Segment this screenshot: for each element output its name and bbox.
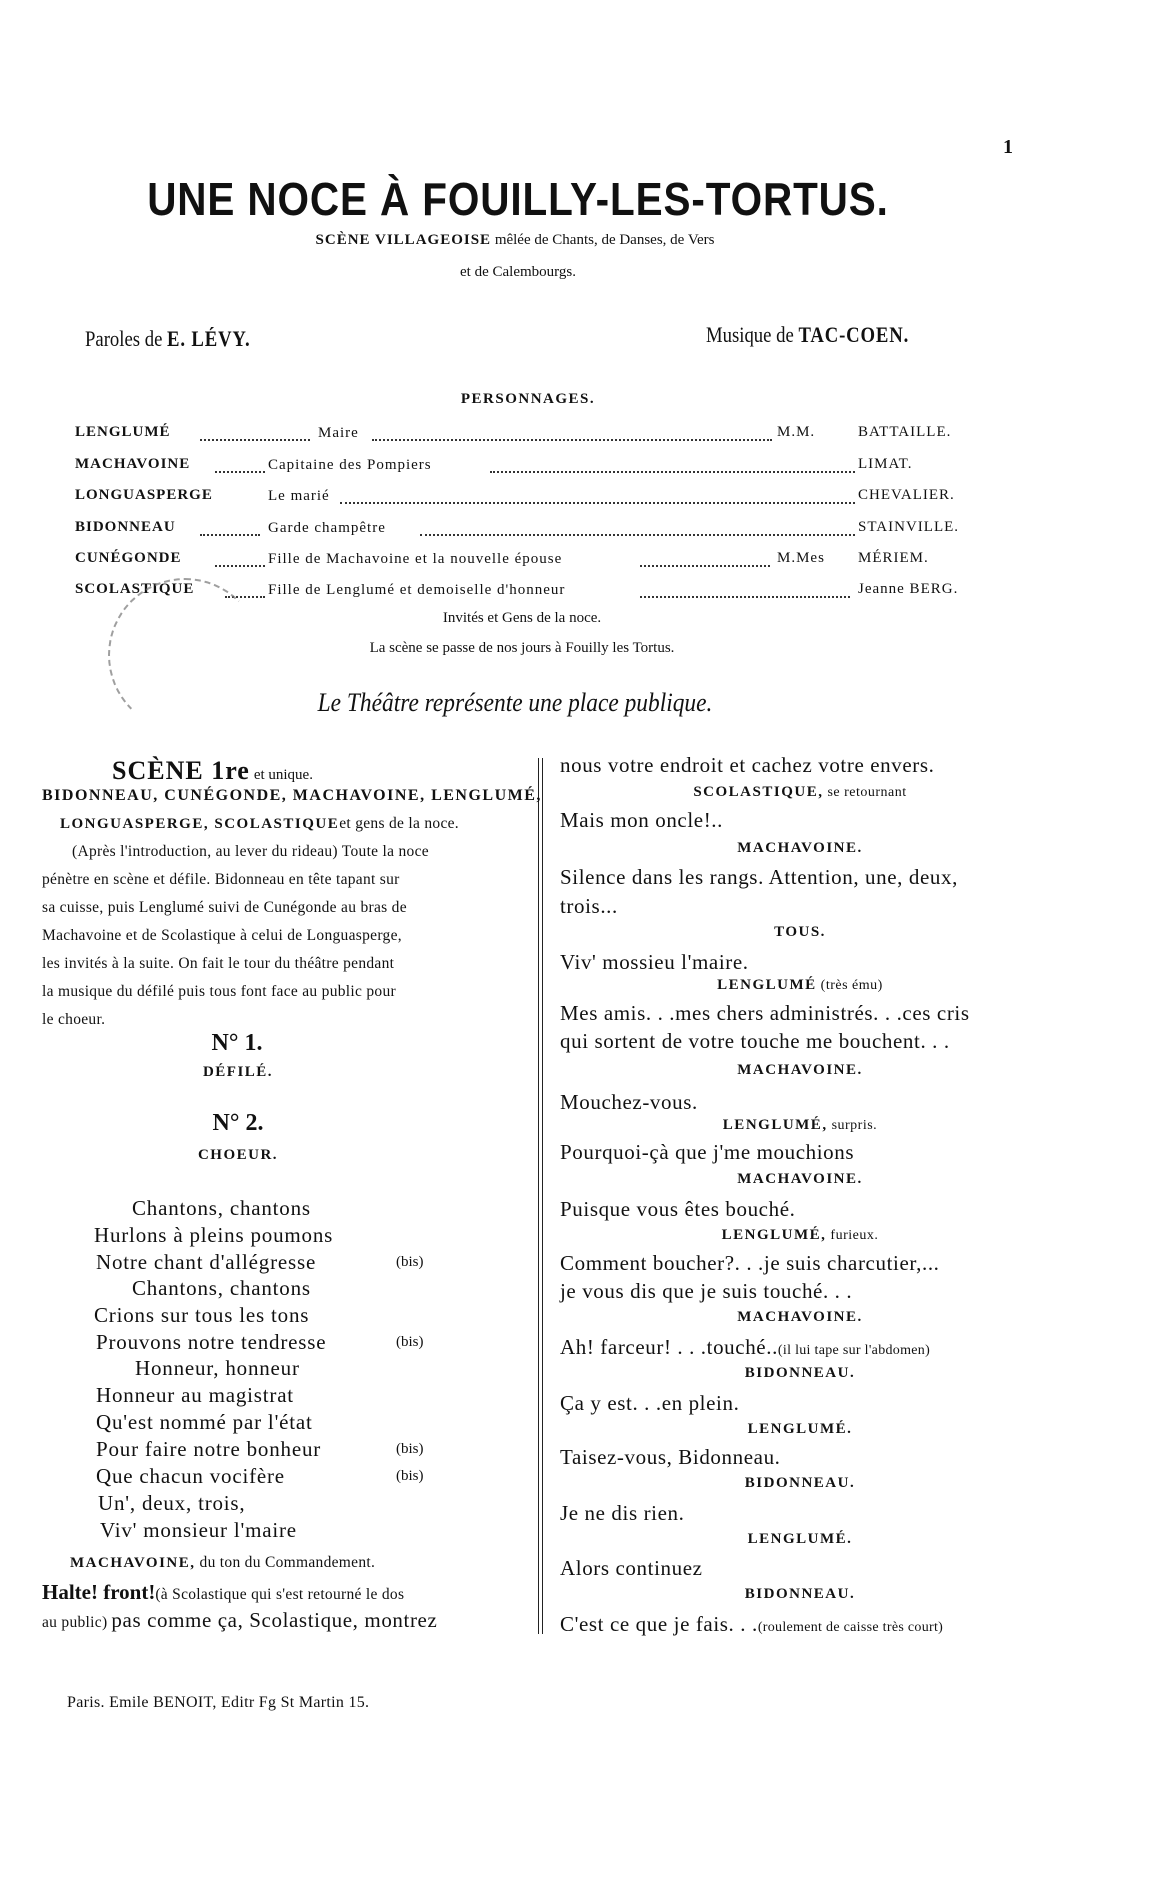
dialogue-text: Halte! front! (42, 1580, 156, 1604)
speaker-cue (723, 1116, 877, 1134)
number-2: N° 2. (212, 1110, 264, 1136)
dialogue-text: Je ne dis rien. (560, 1501, 685, 1525)
character-role: Maire (318, 425, 359, 441)
actor-prefix: M.M. (777, 424, 816, 440)
speaker-name: BIDONNEAU. (744, 1586, 856, 1602)
dialogue-text: Comment boucher?. . .je suis charcutier,... (560, 1251, 940, 1275)
speaker-name: LENGLUMÉ, (722, 1117, 828, 1133)
speaker-cue (70, 1554, 375, 1572)
dialogue-text: Viv' mossieu l'maire. (560, 950, 749, 974)
dialogue-line (560, 950, 749, 975)
number-1-title: DÉFILÉ. (202, 1064, 274, 1080)
dialogue-text: Pourquoi-çà que j'me mouchions (560, 1140, 855, 1164)
dialogue-text: trois... (560, 894, 618, 918)
lyric-line: Honneur, honneur (135, 1356, 300, 1380)
actor-name: CHEVALIER. (858, 487, 955, 503)
speaker-cue (748, 1530, 853, 1548)
lyric-line: Hurlons à pleins poumons (94, 1223, 334, 1247)
cast-heading: PERSONNAGES. (460, 391, 596, 407)
dialogue-line (560, 1445, 781, 1470)
dialogue-text: C'est ce que je fais. . . (560, 1612, 758, 1636)
dialogue-line (560, 865, 958, 890)
speaker-name: MACHAVOINE. (737, 1062, 863, 1078)
dialogue-text: Mouchez-vous. (560, 1090, 698, 1114)
dialogue-text: Puisque vous êtes bouché. (560, 1197, 796, 1221)
speaker-name: TOUS. (774, 924, 826, 940)
speaker-note: (très ému) (820, 978, 883, 993)
dialogue-text: Ah! farceur! . . .touché.. (560, 1335, 778, 1359)
dialogue-line (560, 1335, 930, 1360)
lyric-line: Crions sur tous les tons (94, 1303, 310, 1327)
character-name: BIDONNEAU (75, 519, 176, 535)
speaker-name: MACHAVOINE. (737, 840, 863, 856)
library-stamp (108, 578, 262, 732)
speaker-cue (737, 1061, 863, 1079)
character-role: Garde champêtre (268, 520, 386, 536)
dialogue-text: qui sortent de votre touche me bouchent. . . (560, 1029, 950, 1053)
actor-name: STAINVILLE. (858, 519, 960, 535)
composer-credit (706, 322, 909, 348)
cast-row (75, 456, 190, 473)
scene-characters-rest: et gens de la noce. (339, 815, 459, 832)
dialogue-line (42, 1580, 404, 1605)
character-name: LONGUASPERGE (75, 487, 213, 503)
subtitle-genre: SCÈNE VILLAGEOISE (315, 232, 492, 248)
setting-note: La scène se passe de nos jours à Fouilly les Tortus. (369, 640, 675, 656)
character-role: Fille de Lenglumé et demoiselle d'honneur (268, 582, 566, 598)
speaker-cue (737, 1170, 863, 1188)
character-name: LENGLUMÉ (75, 424, 171, 440)
actor-prefix: M.Mes (777, 550, 825, 566)
scene-characters: BIDONNEAU, CUNÉGONDE, MACHAVOINE, LENGLUMÉ, (42, 787, 542, 804)
dialogue-line (560, 894, 618, 919)
subtitle (316, 232, 715, 249)
lyric-line: Chantons, chantons (132, 1196, 311, 1220)
dialogue-text: Silence dans les rangs. Attention, une, deux, (560, 865, 958, 889)
speaker-name: BIDONNEAU. (744, 1475, 856, 1491)
speaker-name: MACHAVOINE. (737, 1171, 863, 1187)
lyric-line: Honneur au magistrat (96, 1383, 294, 1407)
stage-direction-line: Machavoine et de Scolastique à celui de Longuasperge, (42, 927, 402, 944)
character-role: Le marié (268, 488, 330, 504)
character-name: MACHAVOINE (75, 456, 191, 472)
character-role: Capitaine des Pompiers (268, 457, 432, 473)
lyricist-name: E. LÉVY. (167, 326, 251, 351)
bis-marker: (bis) (396, 1254, 424, 1270)
lyric-line: Que chacun vocifère (96, 1464, 285, 1488)
speaker-cue (748, 1420, 853, 1438)
page-title: UNE NOCE À FOUILLY-LES-TORTUS. (147, 173, 889, 225)
composer-name: TAC-COEN. (798, 322, 910, 347)
stage-direction-line: la musique du défilé puis tous font face au public pour (42, 983, 396, 1000)
lyric-line: Notre chant d'allégresse (96, 1250, 317, 1274)
speaker-cue (745, 1585, 855, 1603)
page-number: 1 (1003, 136, 1013, 158)
character-name: SCOLASTIQUE (75, 581, 195, 597)
stage-direction-line: sa cuisse, puis Lenglumé suivi de Cunégonde au bras de (42, 899, 407, 916)
scene-characters-names: LONGUASPERGE, SCOLASTIQUE (60, 816, 340, 832)
subtitle-description: mêlée de Chants, de Danses, de Vers (494, 232, 715, 248)
speaker-note: surpris. (831, 1118, 878, 1133)
speaker-note: se retournant (827, 785, 907, 800)
number-1: N° 1. (211, 1030, 263, 1056)
publisher-imprint: Paris. Emile BENOIT, Editr Fg St Martin 15. (67, 1694, 370, 1711)
dialogue-line (560, 1501, 684, 1526)
speaker-note: furieux. (830, 1228, 879, 1243)
speaker-name: LENGLUMÉ (717, 977, 817, 993)
lyric-line: Qu'est nommé par l'état (96, 1410, 313, 1434)
dialogue-line (560, 808, 723, 833)
speaker-cue (745, 1474, 855, 1492)
number-2-title: CHOEUR. (197, 1147, 279, 1163)
stage-direction: au public) (42, 1614, 108, 1631)
subtitle-line2: et de Calembourgs. (460, 264, 576, 280)
cast-extras: Invités et Gens de la noce. (442, 610, 602, 626)
stage-direction: (il lui tape sur l'abdomen) (777, 1343, 931, 1358)
dialogue-line (560, 1140, 854, 1165)
dialogue-line (560, 1001, 970, 1026)
scene-number: SCÈNE 1re (112, 756, 250, 785)
scene-description: Le Théâtre représente une place publique. (317, 688, 713, 717)
lyric-line: Chantons, chantons (132, 1276, 311, 1300)
speaker-cue (745, 1364, 855, 1382)
dialogue-line (560, 1197, 795, 1222)
speaker-name: MACHAVOINE, (70, 1555, 196, 1571)
speaker-name: LENGLUMÉ. (747, 1421, 853, 1437)
speaker-cue (774, 923, 826, 941)
speaker-cue (693, 783, 906, 801)
dialogue-line (560, 1029, 950, 1054)
speaker-name: LENGLUMÉ. (747, 1531, 853, 1547)
lyric-line: Pour faire notre bonheur (96, 1437, 322, 1461)
lyric-line: Prouvons notre tendresse (96, 1330, 327, 1354)
speaker-name: LENGLUMÉ, (721, 1227, 827, 1243)
speaker-note: du ton du Commandement. (199, 1554, 376, 1571)
speaker-name: SCOLASTIQUE, (693, 784, 824, 800)
bis-marker: (bis) (396, 1468, 424, 1484)
dialogue-text: Mais mon oncle!.. (560, 808, 724, 832)
lyricist-label: Paroles de (85, 326, 163, 351)
stage-direction-line: les invités à la suite. On fait le tour du théâtre pendant (42, 955, 395, 972)
speaker-name: MACHAVOINE. (737, 1309, 863, 1325)
actor-name: BATTAILLE. (858, 424, 952, 440)
dialogue-line (560, 1279, 852, 1304)
dialogue-text: je vous dis que je suis touché. . . (560, 1279, 853, 1303)
stage-direction: (roulement de caisse très court) (757, 1620, 944, 1635)
dialogue-text: Mes amis. . .mes chers administrés. . .ces cris (560, 1001, 970, 1025)
dialogue-text: Taisez-vous, Bidonneau. (560, 1445, 781, 1469)
actor-name: MÉRIEM. (858, 550, 929, 566)
bis-marker: (bis) (396, 1334, 424, 1350)
cast-row (75, 519, 176, 536)
stage-direction: (à Scolastique qui s'est retourné le dos (155, 1586, 405, 1603)
stage-direction-line: (Après l'introduction, au lever du rideau) Toute la noce (72, 843, 429, 860)
composer-label: Musique de (706, 322, 794, 347)
stage-direction-line: pénètre en scène et défile. Bidonneau en tête tapant sur (42, 871, 400, 888)
dialogue-line (560, 1612, 943, 1637)
speaker-cue (722, 1226, 879, 1244)
character-name: CUNÉGONDE (75, 550, 182, 566)
stage-direction-line: le choeur. (42, 1011, 106, 1028)
dialogue-text: Ça y est. . .en plein. (560, 1391, 740, 1415)
scene-heading (112, 756, 313, 786)
actor-name: LIMAT. (858, 456, 913, 472)
bis-marker: (bis) (396, 1441, 424, 1457)
dialogue-line (42, 1608, 437, 1633)
dialogue-line (560, 1391, 739, 1416)
dialogue-line (560, 1251, 940, 1276)
dialogue-text: pas comme ça, Scolastique, montrez (111, 1608, 438, 1632)
dialogue-line (560, 1090, 698, 1115)
cast-row (75, 487, 213, 504)
lyric-line: Un', deux, trois, (98, 1491, 246, 1515)
cast-row (75, 424, 171, 441)
cast-row (75, 550, 182, 567)
speaker-name: BIDONNEAU. (744, 1365, 856, 1381)
scene-characters-2 (60, 815, 459, 833)
lyricist-credit (85, 326, 251, 352)
lyric-line: Viv' monsieur l'maire (100, 1518, 297, 1542)
speaker-cue (737, 1308, 863, 1326)
speaker-cue (717, 976, 883, 994)
actor-name: Jeanne BERG. (858, 581, 959, 597)
dialogue-line (560, 753, 934, 778)
speaker-cue (737, 839, 863, 857)
character-role: Fille de Machavoine et la nouvelle épouse (268, 551, 563, 567)
scene-note: et unique. (253, 767, 313, 783)
dialogue-text: nous votre endroit et cachez votre envers. (560, 753, 935, 777)
dialogue-text: Alors continuez (560, 1556, 703, 1580)
dialogue-line (560, 1556, 703, 1581)
column-divider (538, 758, 543, 1634)
